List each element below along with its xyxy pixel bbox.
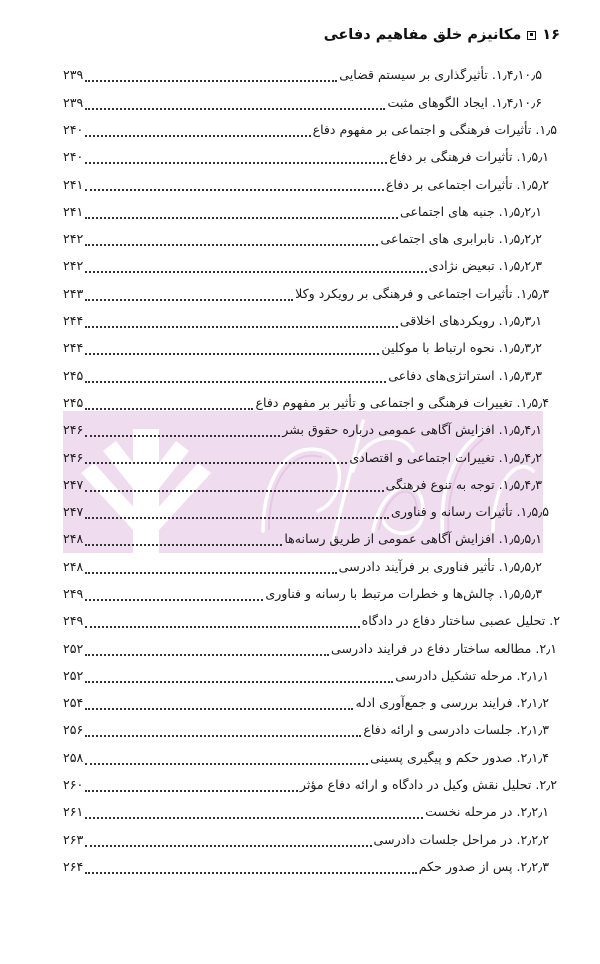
dot-leader bbox=[85, 152, 387, 164]
section-number: ۱٫۵٫۳٫۲. bbox=[498, 340, 542, 356]
section-title: ایجاد الگوهای مثبت bbox=[387, 94, 488, 110]
toc-entry-heading bbox=[363, 724, 549, 737]
section-title: تأثیرات اجتماعی و فرهنگی بر رویکرد وکلا bbox=[295, 285, 513, 301]
section-title: استراتژی‌های دفاعی bbox=[388, 367, 495, 383]
section-number: ۲٫۱٫۱. bbox=[516, 667, 549, 683]
section-title: رویکردهای اخلاقی bbox=[399, 313, 495, 329]
toc-entry-heading bbox=[429, 260, 542, 273]
section-number: ۱٫۵٫۵٫۱. bbox=[498, 531, 542, 547]
dot-leader bbox=[85, 70, 337, 82]
toc-entry[interactable] bbox=[63, 772, 557, 799]
dot-leader bbox=[85, 698, 353, 710]
toc-entry[interactable] bbox=[63, 471, 557, 498]
section-title: در مراحل جلسات دادرسی bbox=[373, 831, 513, 847]
toc-entry[interactable] bbox=[63, 362, 557, 389]
section-title: تأثیرگذاری بر سیستم قضایی bbox=[339, 67, 488, 83]
section-number: ۱٫۵٫۳. bbox=[516, 285, 549, 301]
toc-entry-heading bbox=[255, 394, 549, 410]
page-number: ۲۴۴ bbox=[63, 340, 84, 356]
toc-entry-heading bbox=[381, 342, 542, 355]
section-title: فرایند بررسی و جمع‌آوری ادله bbox=[355, 695, 513, 711]
page-number: ۲۴۴ bbox=[63, 313, 84, 329]
toc-entry[interactable] bbox=[63, 171, 557, 198]
page-number: ۲۵۸ bbox=[63, 749, 84, 765]
page-number: ۲۴۸ bbox=[63, 531, 84, 547]
toc-entry[interactable] bbox=[63, 663, 557, 690]
page-number: ۲۶۴ bbox=[63, 858, 84, 874]
toc-entry-heading bbox=[330, 640, 557, 656]
dot-leader bbox=[85, 425, 280, 437]
section-title: تأثیرات اجتماعی بر دفاع bbox=[385, 176, 513, 192]
dot-leader bbox=[85, 234, 378, 246]
page-number: ۲۶۰ bbox=[63, 777, 84, 793]
toc-entry-heading bbox=[373, 831, 549, 847]
toc-entry[interactable] bbox=[63, 799, 557, 826]
page-number: ۲۴۰ bbox=[63, 149, 84, 165]
section-title: تحلیل نقش وکیل در دادگاه و ارائه دفاع مؤثر bbox=[299, 777, 532, 793]
toc-entry[interactable] bbox=[63, 62, 557, 89]
dot-leader bbox=[85, 480, 383, 492]
dot-leader bbox=[85, 616, 359, 628]
toc-entry-heading bbox=[391, 506, 549, 519]
toc-entry-heading bbox=[385, 176, 549, 192]
page-number: ۲۴۵ bbox=[63, 367, 84, 383]
section-title: نابرابری های اجتماعی bbox=[380, 231, 495, 247]
toc-entry-heading bbox=[349, 449, 542, 465]
toc-entry[interactable] bbox=[63, 499, 557, 526]
section-number: ۱٫۴٫۱۰٫۶. bbox=[491, 94, 542, 110]
section-number: ۲٫۱٫۲. bbox=[516, 695, 549, 711]
section-number: ۱٫۵٫۴٫۱. bbox=[498, 422, 542, 438]
page-number: ۲۵۴ bbox=[63, 695, 84, 711]
toc-entry[interactable] bbox=[63, 253, 557, 280]
section-title: نحوه ارتباط با موکلین bbox=[381, 340, 495, 356]
toc-entry[interactable] bbox=[63, 198, 557, 225]
toc-entry-heading bbox=[400, 315, 542, 328]
dot-leader bbox=[85, 780, 298, 792]
page-number: ۲۳۹ bbox=[63, 94, 84, 110]
page-number: ۲۴۳ bbox=[63, 285, 84, 301]
section-title: جلسات دادرسی و ارائه دفاع bbox=[363, 722, 513, 738]
section-number: ۲. bbox=[549, 613, 560, 629]
toc-entry-heading bbox=[339, 69, 542, 82]
toc-entry-heading bbox=[385, 476, 542, 492]
dot-leader bbox=[85, 316, 398, 328]
dot-leader bbox=[85, 562, 336, 574]
toc-entry-heading bbox=[338, 558, 542, 574]
page-number: ۲۴۵ bbox=[63, 394, 84, 410]
page-number: ۲۵۲ bbox=[63, 667, 84, 683]
page-number: ۲۶۱ bbox=[63, 804, 84, 820]
page-number: ۲۴۸ bbox=[63, 558, 84, 574]
toc-entry[interactable] bbox=[63, 390, 557, 417]
header-page-number: ۱۶ bbox=[542, 27, 560, 43]
section-number: ۲٫۲. bbox=[535, 777, 557, 793]
toc-entry-heading bbox=[425, 806, 549, 819]
page-number: ۲۳۹ bbox=[63, 67, 84, 83]
page-number: ۲۴۲ bbox=[63, 231, 84, 247]
dot-leader bbox=[85, 507, 389, 519]
dot-leader bbox=[85, 398, 253, 410]
page-number: ۲۴۰ bbox=[63, 121, 84, 137]
square-icon bbox=[527, 31, 536, 40]
section-title: مرحله تشکیل دادرسی bbox=[395, 667, 513, 683]
toc-entry[interactable] bbox=[63, 553, 557, 580]
running-head bbox=[324, 27, 560, 43]
page-number: ۲۵۲ bbox=[63, 640, 84, 656]
toc-entry-heading bbox=[300, 779, 557, 792]
section-title: تأثیرات فرهنگی بر دفاع bbox=[389, 149, 513, 165]
toc-entry[interactable] bbox=[63, 226, 557, 253]
section-title: پس از صدور حکم bbox=[418, 858, 513, 874]
toc-entry-heading bbox=[265, 585, 542, 601]
toc-entry[interactable] bbox=[63, 744, 557, 771]
page-number: ۲۴۷ bbox=[63, 504, 84, 520]
dot-leader bbox=[85, 452, 347, 464]
toc-entry-heading bbox=[387, 94, 542, 110]
dot-leader bbox=[85, 534, 282, 546]
dot-leader bbox=[85, 289, 293, 301]
toc-entry[interactable] bbox=[63, 826, 557, 853]
toc-entry[interactable] bbox=[63, 280, 557, 307]
toc-entry[interactable] bbox=[63, 690, 557, 717]
table-of-contents bbox=[63, 62, 560, 881]
section-title: افزایش آگاهی عمومی از طریق رسانه‌ها bbox=[284, 531, 495, 547]
section-number: ۱٫۵. bbox=[535, 121, 557, 137]
dot-leader bbox=[85, 671, 393, 683]
page-number: ۲۴۱ bbox=[63, 203, 84, 219]
toc-entry-heading bbox=[389, 151, 549, 164]
section-number: ۲٫۲٫۲. bbox=[516, 831, 549, 847]
page-number: ۲۴۹ bbox=[63, 613, 84, 629]
toc-entry-heading bbox=[395, 667, 549, 683]
section-title: صدور حکم و پیگیری پسینی bbox=[370, 749, 513, 765]
dot-leader bbox=[85, 725, 361, 737]
toc-entry-heading bbox=[312, 121, 557, 137]
section-number: ۱٫۵٫۳٫۱. bbox=[498, 313, 542, 329]
section-number: ۲٫۲٫۳. bbox=[516, 858, 549, 874]
section-number: ۱٫۵٫۲٫۱. bbox=[498, 203, 542, 219]
section-title: در مرحله نخست bbox=[425, 804, 513, 820]
toc-entry[interactable] bbox=[63, 717, 557, 744]
section-number: ۲٫۱. bbox=[535, 640, 557, 656]
section-title: توجه به تنوع فرهنگی bbox=[385, 476, 495, 492]
section-title: تأثیرات رسانه و فناوری bbox=[391, 504, 513, 520]
section-number: ۲٫۱٫۴. bbox=[516, 749, 549, 765]
section-number: ۱٫۵٫۵. bbox=[516, 504, 549, 520]
toc-entry-heading bbox=[362, 615, 560, 628]
section-title: تأثیرات فرهنگی و اجتماعی بر مفهوم دفاع bbox=[312, 121, 532, 137]
section-number: ۲٫۲٫۱. bbox=[516, 804, 549, 820]
toc-entry-heading bbox=[388, 367, 542, 383]
section-number: ۱٫۵٫۳٫۳. bbox=[498, 367, 542, 383]
dot-leader bbox=[85, 753, 368, 765]
toc-entry[interactable] bbox=[63, 144, 557, 171]
section-number: ۱٫۴٫۱۰٫۵. bbox=[491, 67, 542, 83]
section-number: ۱٫۵٫۱. bbox=[516, 149, 549, 165]
toc-entry[interactable] bbox=[63, 635, 557, 662]
toc-entry[interactable] bbox=[63, 608, 560, 635]
page-number: ۲۴۶ bbox=[63, 449, 84, 465]
section-title: تحلیل عصبی ساختار دفاع در دادگاه bbox=[361, 613, 546, 629]
section-number: ۱٫۵٫۵٫۲. bbox=[498, 558, 542, 574]
toc-entry[interactable] bbox=[63, 117, 557, 144]
section-number: ۱٫۵٫۴. bbox=[516, 394, 549, 410]
toc-entry-heading bbox=[282, 424, 542, 437]
section-number: ۱٫۵٫۴٫۲. bbox=[498, 449, 542, 465]
dot-leader bbox=[85, 261, 426, 273]
toc-entry-heading bbox=[295, 285, 549, 301]
toc-entry-heading bbox=[370, 749, 549, 765]
section-title: چالش‌ها و خطرات مرتبط با رسانه و فناوری bbox=[265, 585, 495, 601]
toc-entry[interactable] bbox=[63, 308, 557, 335]
section-number: ۱٫۵٫۲٫۲. bbox=[498, 231, 542, 247]
toc-entry[interactable] bbox=[63, 444, 557, 471]
section-title: تبعیض نژادی bbox=[428, 258, 495, 274]
section-number: ۱٫۵٫۲. bbox=[516, 176, 549, 192]
section-title: افزایش آگاهی عمومی درباره حقوق بشر bbox=[282, 422, 495, 438]
page-number: ۲۵۶ bbox=[63, 722, 84, 738]
toc-entry-heading bbox=[418, 858, 549, 874]
toc-entry-heading bbox=[355, 697, 549, 710]
dot-leader bbox=[85, 644, 329, 656]
toc-entry[interactable] bbox=[63, 417, 557, 444]
dot-leader bbox=[85, 589, 263, 601]
toc-entry-heading bbox=[380, 233, 542, 246]
dot-leader bbox=[85, 207, 398, 219]
header-title: مکانیزم خلق مفاهیم دفاعی bbox=[323, 27, 522, 43]
page-number: ۲۴۲ bbox=[63, 258, 84, 274]
page-number: ۲۴۶ bbox=[63, 422, 84, 438]
section-number: ۱٫۵٫۵٫۳. bbox=[498, 585, 542, 601]
section-number: ۱٫۵٫۲٫۳. bbox=[498, 258, 542, 274]
dot-leader bbox=[85, 343, 379, 355]
section-title: جنبه های اجتماعی bbox=[399, 203, 495, 219]
toc-entry[interactable] bbox=[63, 335, 557, 362]
dot-leader bbox=[85, 807, 423, 819]
dot-leader bbox=[85, 371, 386, 383]
page-number: ۲۴۹ bbox=[63, 585, 84, 601]
page-number: ۲۴۷ bbox=[63, 476, 84, 492]
section-number: ۱٫۵٫۴٫۳. bbox=[498, 476, 542, 492]
toc-entry[interactable] bbox=[63, 526, 557, 553]
section-title: مطالعه ساختار دفاع در فرایند دادرسی bbox=[330, 640, 532, 656]
section-title: تغییرات فرهنگی و اجتماعی و تأثیر بر مفهوم دفاع bbox=[255, 394, 513, 410]
dot-leader bbox=[85, 125, 310, 137]
section-title: تأثیر فناوری بر فرآیند دادرسی bbox=[338, 558, 495, 574]
dot-leader bbox=[85, 179, 384, 191]
dot-leader bbox=[85, 98, 385, 110]
toc-entry[interactable] bbox=[63, 854, 557, 881]
dot-leader bbox=[85, 862, 416, 874]
toc-entry[interactable] bbox=[63, 581, 557, 608]
page-number: ۲۴۱ bbox=[63, 176, 84, 192]
dot-leader bbox=[85, 835, 371, 847]
toc-entry[interactable] bbox=[63, 89, 557, 116]
toc-entry-heading bbox=[399, 203, 542, 219]
page-number: ۲۶۳ bbox=[63, 831, 84, 847]
section-number: ۲٫۱٫۳. bbox=[516, 722, 549, 738]
toc-entry-heading bbox=[284, 533, 542, 546]
section-title: تغییرات اجتماعی و اقتصادی bbox=[349, 449, 495, 465]
